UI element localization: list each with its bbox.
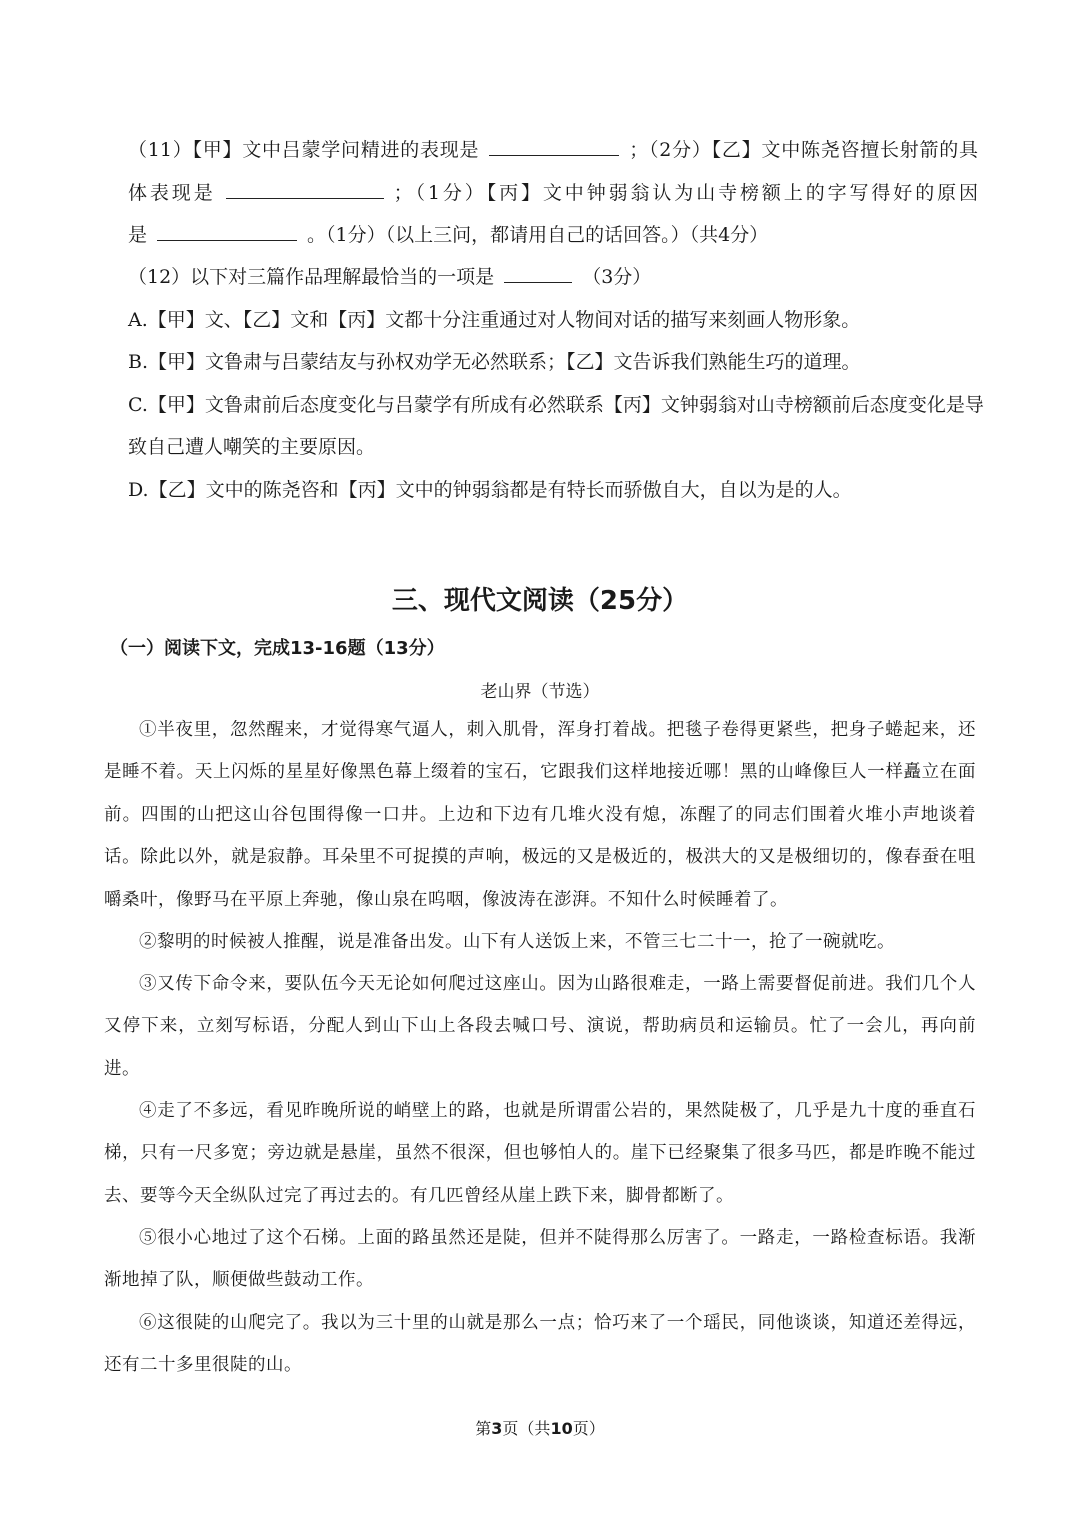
article-paragraph-3 bbox=[104, 963, 976, 1090]
paragraph-text: ②黎明的时候被人推醒，说是准备出发。山下有人送饭上来，不管三七二十一，抢了一碗就吃。 bbox=[139, 932, 895, 952]
question-text: ；（1分）【丙】文中钟弱翁认为山寺榜额上的字写得好的原因 bbox=[393, 182, 978, 204]
option-d: D.【乙】文中的陈尧咨和【丙】文中的钟弱翁都是有特长而骄傲自大，自以为是的人。 bbox=[128, 479, 852, 501]
page-footer bbox=[0, 1416, 1080, 1439]
question-11-line-1 bbox=[128, 138, 978, 162]
option-c-line-2: 致自己遭人嘲笑的主要原因。 bbox=[128, 436, 376, 458]
article-paragraph-1 bbox=[104, 709, 976, 921]
footer-text: 页（共 bbox=[502, 1419, 551, 1438]
article-paragraph-6 bbox=[104, 1302, 976, 1387]
paragraph-text: ⑥这很陡的山爬完了。我以为三十里的山就是那么一点；恰巧来了一个瑶民，同他谈谈，知道还差得远，还有二十多里很陡的山。 bbox=[104, 1313, 976, 1376]
paragraph-text: ③又传下命令来，要队伍今天无论如何爬过这座山。因为山路很难走，一路上需要督促前进。我们几个人又停下来，立刻写标语，分配人到山下山上各段去喊口号、演说，帮助病员和运输员。忙了一会儿，再向前进。 bbox=[104, 974, 976, 1079]
question-text: （12）以下对三篇作品理解最恰当的一项是 bbox=[128, 266, 495, 288]
option-c-line-1: C.【甲】文鲁肃前后态度变化与吕蒙学有所成有必然联系【丙】文钟弱翁对山寺榜额前后态度变化是导 bbox=[128, 394, 984, 416]
option-b: B.【甲】文鲁肃与吕蒙结友与孙权劝学无必然联系；【乙】文告诉我们熟能生巧的道理。 bbox=[128, 351, 861, 373]
section-subtitle: （一）阅读下文，完成13-16题（13分） bbox=[110, 638, 445, 659]
question-11-line-2 bbox=[128, 181, 978, 205]
answer-blank[interactable] bbox=[157, 224, 297, 241]
article-paragraph-5 bbox=[104, 1217, 976, 1302]
section-title: 三、现代文阅读（25分） bbox=[391, 586, 689, 616]
paragraph-text: ⑤很小心地过了这个石梯。上面的路虽然还是陡，但并不陡得那么厉害了。一路走，一路检查标语。我渐渐地掉了队，顺便做些鼓动工作。 bbox=[104, 1228, 976, 1291]
answer-blank[interactable] bbox=[226, 182, 384, 199]
question-text: （11）【甲】文中吕蒙学问精进的表现是 bbox=[128, 139, 480, 161]
question-text: 。（1分）（以上三问，都请用自己的话回答。）（共4分） bbox=[307, 224, 769, 246]
page-number: 3 bbox=[491, 1419, 503, 1438]
footer-text: 页） bbox=[572, 1419, 605, 1438]
question-12-stem bbox=[128, 265, 978, 289]
question-text: 是 bbox=[128, 224, 148, 246]
total-pages: 10 bbox=[550, 1419, 573, 1438]
article-title: 老山界（节选） bbox=[480, 682, 600, 702]
question-11-line-3 bbox=[128, 223, 978, 247]
article-paragraph-2 bbox=[104, 921, 976, 963]
paragraph-text: ④走了不多远，看见昨晚所说的峭壁上的路，也就是所谓雷公岩的，果然陡极了，几乎是九十度的垂直石梯，只有一尺多宽；旁边就是悬崖，虽然不很深，但也够怕人的。崖下已经聚集了很多马匹，都是昨晚不能过去、要等今天全纵队过完了再过去的。有几匹曾经从崖上跌下来，脚骨都断了。 bbox=[104, 1101, 976, 1206]
paragraph-text: ①半夜里，忽然醒来，才觉得寒气逼人，刺入肌骨，浑身打着战。把毯子卷得更紧些，把身子蜷起来，还是睡不着。天上闪烁的星星好像黑色幕上缀着的宝石，它跟我们这样地接近哪！黑的山峰像巨人一样矗立在面前。四围的山把这山谷包围得像一口井。上边和下边有几堆火没有熄，冻醒了的同志们围着火堆小声地谈着话。除此以外，就是寂静。耳朵里不可捉摸的声响，极远的又是极近的，极洪大的又是极细切的，像春蚕在咀嚼桑叶，像野马在平原上奔驰，像山泉在呜咽，像波涛在澎湃。不知什么时候睡着了。 bbox=[104, 720, 976, 910]
question-text: 体表现是 bbox=[128, 182, 216, 204]
footer-text: 第 bbox=[475, 1419, 492, 1438]
question-text: （3分） bbox=[582, 266, 652, 288]
article-paragraph-4 bbox=[104, 1090, 976, 1217]
option-a: A.【甲】文、【乙】文和【丙】文都十分注重通过对人物间对话的描写来刻画人物形象。 bbox=[128, 309, 861, 331]
answer-blank[interactable] bbox=[504, 266, 572, 283]
answer-blank[interactable] bbox=[489, 139, 619, 156]
question-text: ；（2分）【乙】文中陈尧咨擅长射箭的具 bbox=[629, 139, 978, 161]
